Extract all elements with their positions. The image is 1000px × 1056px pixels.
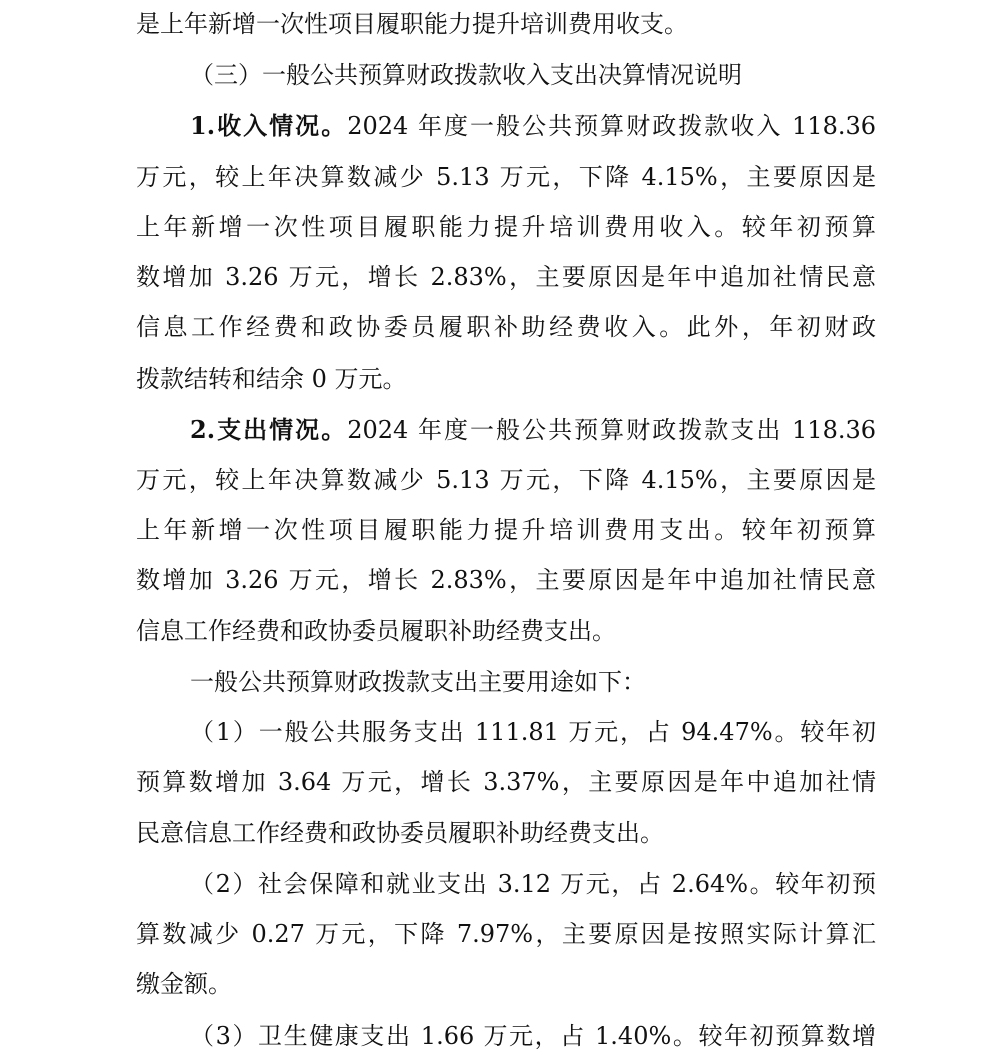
text-line: 信息工作经费和政协委员履职补助经费收入。此外，年初财政 (136, 313, 876, 341)
text-line: 预算数增加 3.64 万元，增长 3.37%，主要原因是年中追加社情 (136, 768, 876, 796)
text-line: 是上年新增一次性项目履职能力提升培训费用收支。 (136, 10, 688, 38)
text-line: 上年新增一次性项目履职能力提升培训费用收入。较年初预算 (136, 213, 876, 241)
text-line: 上年新增一次性项目履职能力提升培训费用支出。较年初预算 (136, 516, 876, 544)
text-line: 数增加 3.26 万元，增长 2.83%，主要原因是年中追加社情民意 (136, 566, 876, 594)
paragraph-lead: 1.收入情况。 (190, 111, 348, 140)
paragraph-first-line (190, 106, 876, 146)
text-line: 拨款结转和结余 0 万元。 (136, 365, 407, 393)
text-span: 2024 年度一般公共预算财政拨款收入 118.36 (347, 112, 876, 140)
section-heading: （三）一般公共预算财政拨款收入支出决算情况说明 (190, 61, 742, 89)
text-line: 算数减少 0.27 万元，下降 7.97%，主要原因是按照实际计算汇 (136, 920, 876, 948)
text-span: 2024 年度一般公共预算财政拨款支出 118.36 (347, 416, 876, 444)
text-line: 万元，较上年决算数减少 5.13 万元，下降 4.15%，主要原因是 (136, 466, 876, 494)
text-line: 一般公共预算财政拨款支出主要用途如下： (190, 668, 646, 696)
text-line: 信息工作经费和政协委员履职补助经费支出。 (136, 617, 616, 645)
text-line: 万元，较上年决算数减少 5.13 万元，下降 4.15%，主要原因是 (136, 163, 876, 191)
text-line: 民意信息工作经费和政协委员履职补助经费支出。 (136, 819, 664, 847)
paragraph-lead: 2.支出情况。 (190, 415, 348, 444)
text-line: 数增加 3.26 万元，增长 2.83%，主要原因是年中追加社情民意 (136, 263, 876, 291)
paragraph-first-line (190, 410, 876, 450)
text-line: （2）社会保障和就业支出 3.12 万元，占 2.64%。较年初预 (190, 870, 876, 898)
text-line: 缴金额。 (136, 970, 232, 998)
text-line: （3）卫生健康支出 1.66 万元，占 1.40%。较年初预算数增 (190, 1022, 876, 1050)
text-line: （1）一般公共服务支出 111.81 万元，占 94.47%。较年初 (190, 718, 876, 746)
